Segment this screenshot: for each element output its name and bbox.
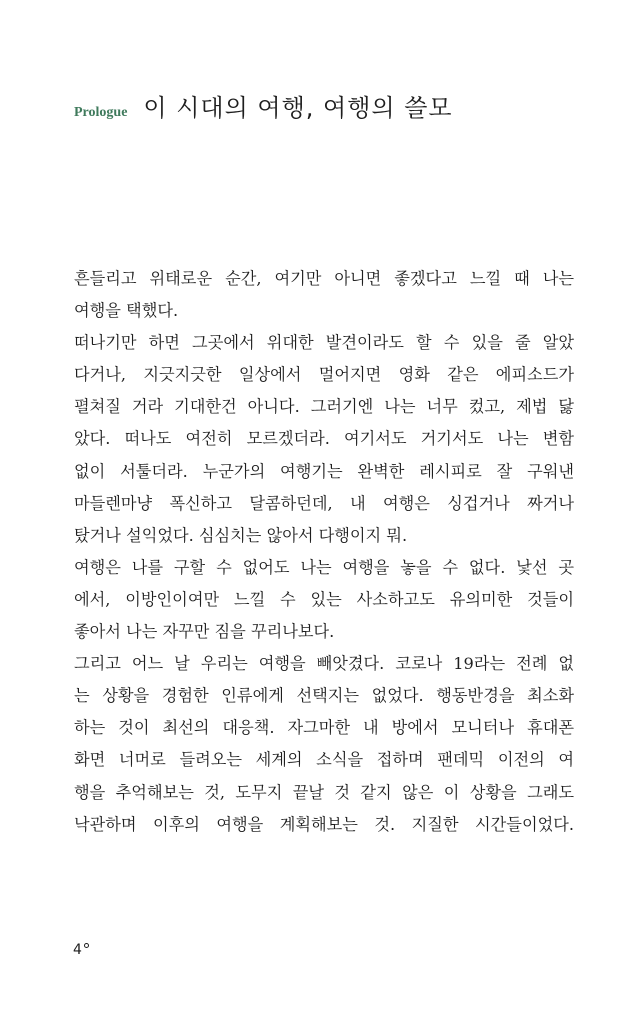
- text-line: 는 상황을 경험한 인류에게 선택지는 없었다. 행동반경을 최소화: [74, 686, 574, 706]
- text-line: 에서, 이방인이여만 느낄 수 있는 사소하고도 유의미한 것들이: [74, 589, 574, 609]
- text-line: 여행을 택했다.: [74, 301, 179, 321]
- chapter-title: 이 시대의 여행, 여행의 쓸모: [143, 94, 453, 122]
- page-number: [73, 942, 89, 958]
- prologue-label: Prologue: [74, 105, 128, 120]
- text-line: 다거나, 지긋지긋한 일상에서 멀어지면 영화 같은 에피소드가: [74, 365, 574, 385]
- text-line: 여행은 나를 구할 수 없어도 나는 여행을 놓을 수 없다. 낯선 곳: [74, 557, 574, 577]
- body-text: [74, 263, 574, 841]
- chapter-header: [74, 88, 453, 123]
- text-line: 탔거나 설익었다. 심심치는 않아서 다행이지 뭐.: [74, 525, 408, 545]
- text-line: 았다. 떠나도 여전히 모르겠더라. 여기서도 거기서도 나는 변함: [74, 429, 574, 449]
- text-line: 좋아서 나는 자꾸만 짐을 꾸리나보다.: [74, 622, 335, 642]
- text-line: 행을 추억해보는 것, 도무지 끝날 것 같지 않은 이 상황을 그래도: [74, 782, 574, 802]
- page-number-value: 4: [73, 942, 82, 958]
- text-line: 하는 것이 최선의 대응책. 자그마한 내 방에서 모니터나 휴대폰: [74, 718, 574, 738]
- text-line: 그리고 어느 날 우리는 여행을 빼앗겼다. 코로나 19라는 전례 없: [74, 654, 574, 674]
- text-line: 화면 너머로 들려오는 세계의 소식을 접하며 팬데믹 이전의 여: [74, 750, 574, 770]
- text-line: 마들렌마냥 폭신하고 달콤하던데, 내 여행은 싱겁거나 짜거나: [74, 493, 574, 513]
- text-line: 펼쳐질 거라 기대한건 아니다. 그러기엔 나는 너무 컸고, 제법 닳: [74, 397, 574, 417]
- text-line: 흔들리고 위태로운 순간, 여기만 아니면 좋겠다고 느낄 때 나는: [74, 269, 574, 288]
- page-dot-icon: [84, 943, 89, 948]
- text-line: 떠나기만 하면 그곳에서 위대한 발견이라도 할 수 있을 줄 알았: [74, 333, 574, 353]
- text-line: 낙관하며 이후의 여행을 계획해보는 것. 지질한 시간들이었다.: [74, 814, 574, 834]
- text-line: 없이 서툴더라. 누군가의 여행기는 완벽한 레시피로 잘 구워낸: [74, 461, 574, 481]
